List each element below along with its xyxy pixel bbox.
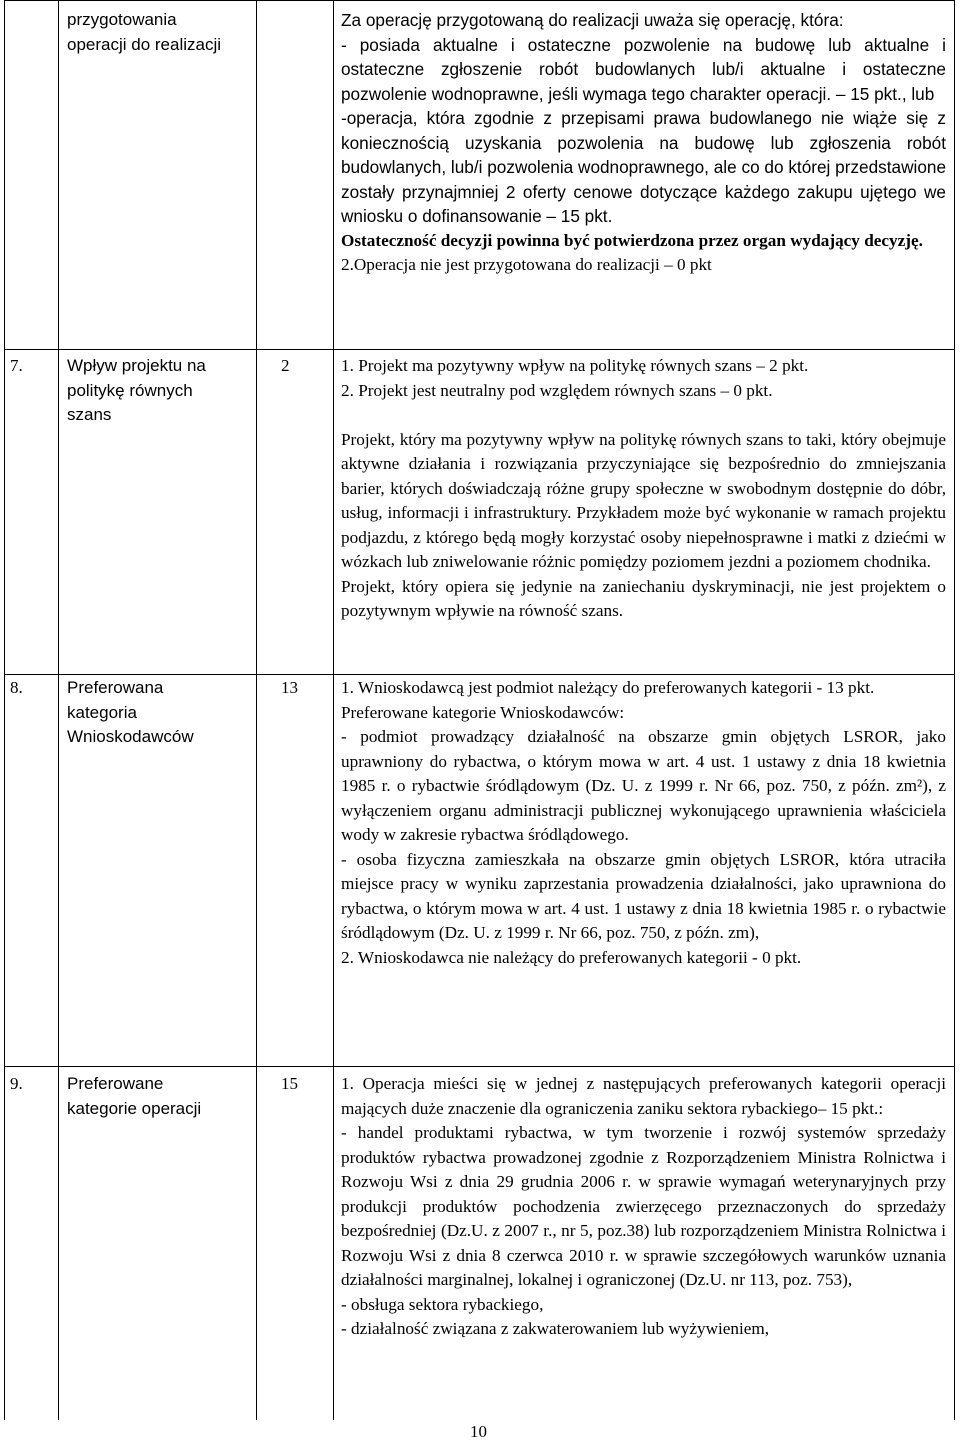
row-divider-3 <box>4 674 955 675</box>
row-label: Preferowane kategorie operacji <box>67 1074 202 1118</box>
paragraph: Projekt, który opiera się jedynie na zaniechaniu dyskryminacji, nie jest projektem o pozytywnym wpływie na równość szans. <box>341 576 946 620</box>
paragraph-bold: Ostateczność decyzji powinna być potwierdzona przez organ wydający decyzję. <box>341 230 923 250</box>
row-number: 7. <box>10 356 23 375</box>
row-label: Preferowana kategoria Wnioskodawców <box>67 678 194 746</box>
row-divider-2 <box>4 349 955 350</box>
row-points: 15 <box>281 1074 298 1093</box>
paragraph: - handel produktami rybactwa, w tym tworzenie i rozwój systemów sprzedaży produktów rybactwa prowadzonej zgodnie z Rozporządzeniem Ministra Rolnictwa i Rozwoju Wsi z dnia 29 grudnia 2006 r. w sprawie wymagań weterynaryjnych przy produkcji produktów pochodzenia zwierzęcego przeznaczonych do sprzedaży bezpośredniej (Dz.U. z 2007 r., nr 5, poz.38) lub rozporządzeniem Ministra Rolnictwa i Rozwoju Wsi z dnia 8 czerwca 2010 r. w sprawie szczegółowych warunków uznania działalności marginalnej, lokalnej i ograniczonej (Dz.U. nr 113, poz. 753), <box>341 1123 946 1289</box>
paragraph: 1. Projekt ma pozytywny wpływ na politykę równych szans – 2 pkt. <box>341 356 809 375</box>
row-points: 2 <box>281 356 290 375</box>
column-divider-2 <box>256 0 257 1420</box>
column-divider-1 <box>58 0 59 1420</box>
paragraph: 2.Operacja nie jest przygotowana do realizacji – 0 pkt <box>341 255 712 274</box>
row-description <box>341 354 946 624</box>
row-points: 13 <box>281 678 298 697</box>
column-divider-3 <box>333 0 334 1420</box>
paragraph: - obsługa sektora rybackiego, <box>341 1294 544 1314</box>
row-label: przygotowania operacji do realizacji <box>67 10 222 54</box>
paragraph: 1. Wnioskodawcą jest podmiot należący do preferowanych kategorii - 13 pkt. <box>341 678 875 697</box>
paragraph: - osoba fizyczna zamieszkała na obszarze gmin objętych LSROR, która utraciła miejsce pracy w wyniku zaprzestania prowadzenia działalności, jako uprawniona do rybactwa, o którym mowa w art. 4 ust. 1 ustawy z dnia 18 kwietnia 1985 r. o rybactwie śródlądowym (Dz. U. z 1999 r. Nr 66, poz. 750, z późn. zm), <box>341 849 946 942</box>
page-number: 10 <box>470 1422 487 1441</box>
row-description <box>341 1072 946 1342</box>
paragraph: 2. Projekt jest neutralny pod względem równych szans – 0 pkt. <box>341 380 773 400</box>
table-border-left <box>4 0 5 1420</box>
row-description <box>341 8 946 278</box>
row-number: 8. <box>10 678 23 697</box>
paragraph: - posiada aktualne i ostateczne pozwolenie na budowę lub aktualne i ostateczne zgłoszenie robót budowlanych lub/i aktualne i ostateczne pozwolenie wodnoprawne, jeśli wymaga tego charakter operacji. – 15 pkt., lub <box>341 34 946 104</box>
paragraph: Projekt, który ma pozytywny wpływ na politykę równych szans to taki, który obejmuje aktywne działania i rozwiązania przyczyniające się bezpośrednio do zmniejszania barier, których doświadczają różne grupy społeczne w swobodnym dostępnie do dóbr, usług, informacji i infrastruktury. Przykładem może być wykonanie w ramach projektu podjazdu, z którego będą mogły korzystać osoby niepełnosprawne i matki z dziećmi w wózkach lub zniwelowanie różnic pomiędzy poziomem jezdni a poziomem chodnika. <box>341 429 946 571</box>
paragraph: Preferowane kategorie Wnioskodawców: <box>341 702 625 722</box>
paragraph: - podmiot prowadzący działalność na obszarze gmin objętych LSROR, jako uprawniony do rybactwa, o którym mowa w art. 4 ust. 1 ustawy z dnia 18 kwietnia 1985 r. o rybactwie śródlądowym (Dz. U. z 1999 r. Nr 66, poz. 750, z późn. zm²), z wyłączeniem organu administracji publicznej wykonującego uprawnienia właściciela wody w zakresie rybactwa śródlądowego. <box>341 727 946 844</box>
row-description <box>341 676 946 970</box>
paragraph: -operacja, która zgodnie z przepisami prawa budowlanego nie wiąże się z koniecznością uzyskania pozwolenia na budowę lub zgłoszenia robót budowlanych, lub/i pozwolenia wodnoprawnego, ale co do której przedstawione zostały przynajmniej 2 oferty cenowe dotyczące każdego zakupu ujętego we wniosku o dofinansowanie – 15 pkt. <box>341 108 946 226</box>
paragraph: 2. Wnioskodawca nie należący do preferowanych kategorii - 0 pkt. <box>341 947 802 967</box>
table-border-right <box>954 0 955 1420</box>
row-divider-1 <box>4 0 955 1</box>
paragraph: 1. Operacja mieści się w jednej z następujących preferowanych kategorii operacji mających duże znaczenie dla ograniczenia zaniku sektora rybackiego– 15 pkt.: <box>341 1074 946 1118</box>
row-label: Wpływ projektu na politykę równych szans <box>67 356 206 424</box>
paragraph: - działalność związana z zakwaterowaniem lub wyżywieniem, <box>341 1319 770 1338</box>
row-divider-4 <box>4 1066 955 1067</box>
paragraph: Za operację przygotowaną do realizacji uważa się operację, która: <box>341 10 844 30</box>
spacer <box>341 403 946 428</box>
row-number: 9. <box>10 1074 23 1093</box>
